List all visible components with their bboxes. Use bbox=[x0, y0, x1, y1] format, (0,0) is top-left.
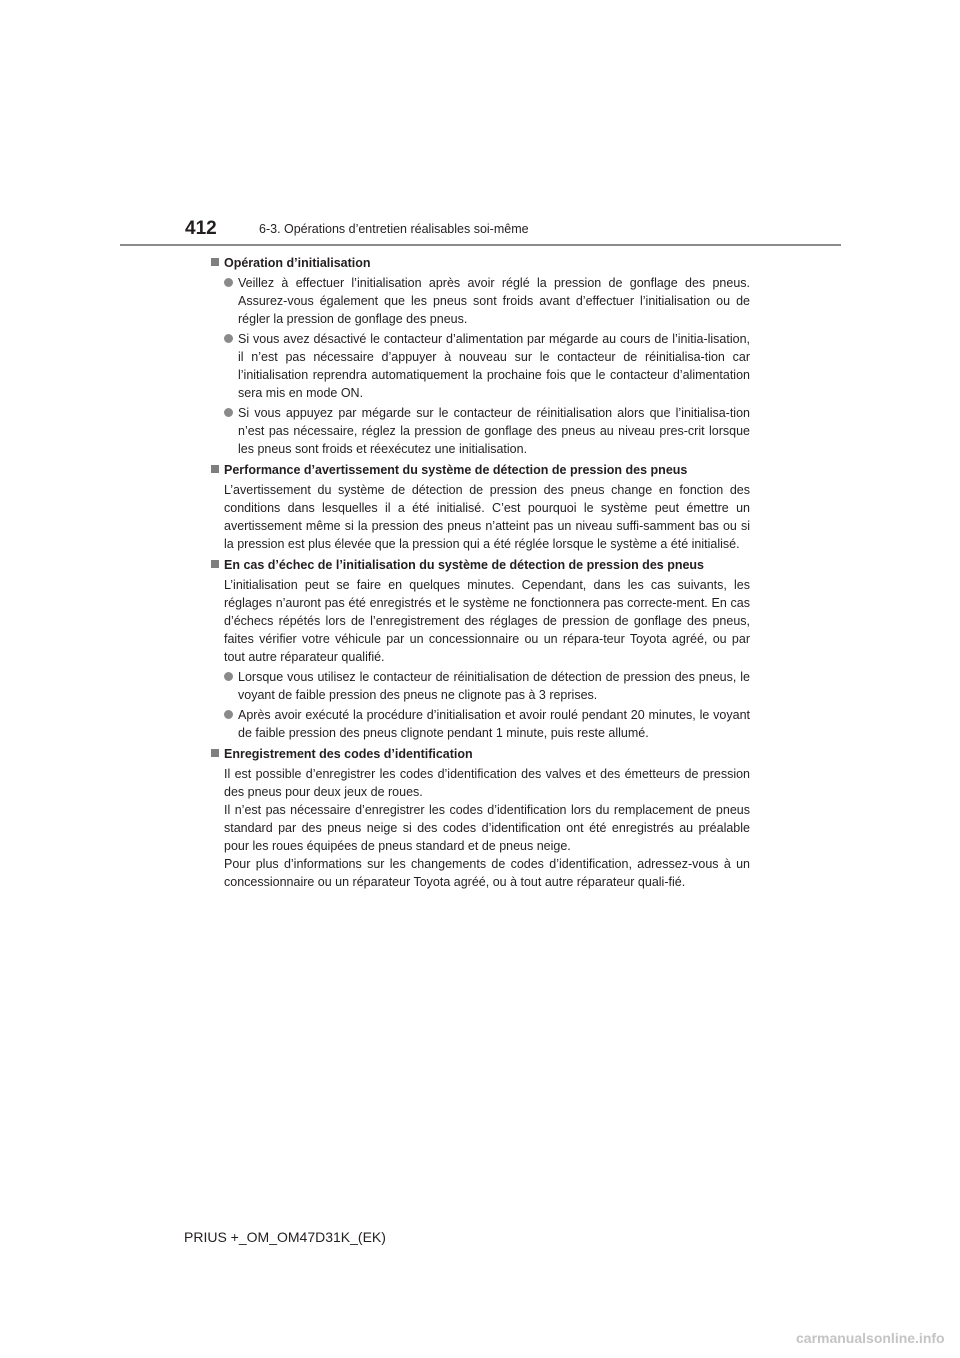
section-heading-text: En cas d’échec de l’initialisation du système de détection de pression des pneus bbox=[224, 558, 705, 572]
section-heading-text: Opération d’initialisation bbox=[224, 256, 371, 270]
section-paragraph: L’avertissement du système de détection de pression des pneus change en fonction des conditions dans lesquelles il a été initialisé. C’est pourquoi le système peut émettre un avertissement même si la pression des pneus n’atteint pas un niveau suffi-samment bas ou si la pression est plus élevée que la pression qui a été réglée lorsque le système a été initialisé. bbox=[224, 483, 750, 551]
circle-bullet-icon bbox=[224, 334, 233, 343]
section-heading bbox=[210, 745, 750, 763]
chapter-title: 6-3. Opérations d’entretien réalisables soi-même bbox=[259, 222, 529, 236]
section-paragraph bbox=[210, 765, 750, 891]
section-initialization-failure bbox=[210, 556, 750, 742]
list-item-text: Veillez à effectuer l’initialisation après avoir réglé la pression de gonflage des pneus. Assurez-vous également que les pneus sont froids avant d’effectuer l’initialisation ou de régler la pression de gonflage des pneus. bbox=[238, 276, 750, 326]
list-item bbox=[210, 404, 750, 458]
list-item-text: Si vous appuyez par mégarde sur le contacteur de réinitialisation alors que l’initialisa-tion n’est pas nécessaire, réglez la pression de gonflage des pneus au niveau pres-crit lorsque les pneus sont froids et réexécutez une initialisation. bbox=[238, 406, 750, 456]
section-warning-performance bbox=[210, 461, 750, 553]
section-heading-text: Performance d’avertissement du système de détection de pression des pneus bbox=[224, 463, 688, 477]
list-item-text: Après avoir exécuté la procédure d’initialisation et avoir roulé pendant 20 minutes, le voyant de faible pression des pneus clignote pendant 1 minute, puis reste allumé. bbox=[238, 708, 750, 740]
section-heading bbox=[210, 461, 750, 479]
list-item bbox=[210, 668, 750, 704]
list-item-text: Si vous avez désactivé le contacteur d’alimentation par mégarde au cours de l’initia-lisation, il n’est pas nécessaire d’appuyer à nouveau sur le contacteur de réinitialisa-tion car l’initialisation reprendra automatiquement la prochaine fois que le contacteur d’alimentation sera mis en mode ON. bbox=[238, 332, 750, 400]
list-item bbox=[210, 274, 750, 328]
square-bullet-icon bbox=[211, 560, 219, 568]
circle-bullet-icon bbox=[224, 408, 233, 417]
square-bullet-icon bbox=[211, 749, 219, 757]
paragraph-line: Il est possible d’enregistrer les codes d’identification des valves et des émetteurs de pression des pneus pour deux jeux de roues. bbox=[224, 767, 750, 799]
page-number: 412 bbox=[185, 218, 217, 239]
list-item bbox=[210, 330, 750, 402]
section-initialization bbox=[210, 254, 750, 458]
section-paragraph: L’initialisation peut se faire en quelques minutes. Cependant, dans les cas suivants, les réglages n’auront pas été enregistrés et le système ne fonctionnera pas correcte-ment. En cas d’échecs répétés lors de l’enregistrement des réglages de pression de gonflage des pneus, faites vérifier votre véhicule par un concessionnaire ou un répara-teur Toyota agréé, ou par tout autre réparateur qualifié. bbox=[224, 578, 750, 664]
list-item bbox=[210, 706, 750, 742]
document-code-footer: PRIUS +_OM_OM47D31K_(EK) bbox=[184, 1229, 386, 1245]
square-bullet-icon bbox=[211, 465, 219, 473]
square-bullet-icon bbox=[211, 258, 219, 266]
circle-bullet-icon bbox=[224, 278, 233, 287]
section-heading bbox=[210, 254, 750, 272]
section-id-codes bbox=[210, 745, 750, 891]
watermark: carmanualsonline.info bbox=[796, 1330, 945, 1346]
section-heading-text: Enregistrement des codes d’identification bbox=[224, 747, 473, 761]
header-rule bbox=[120, 244, 841, 246]
circle-bullet-icon bbox=[224, 710, 233, 719]
paragraph-line: Pour plus d’informations sur les changements de codes d’identification, adressez-vous à un concessionnaire ou un réparateur Toyota agréé, ou à tout autre réparateur quali-fié. bbox=[224, 857, 750, 889]
list-item-text: Lorsque vous utilisez le contacteur de réinitialisation de détection de pression des pneus, le voyant de faible pression des pneus ne clignote pas à 3 reprises. bbox=[238, 670, 750, 702]
section-heading bbox=[210, 556, 750, 574]
circle-bullet-icon bbox=[224, 672, 233, 681]
paragraph-line: Il n’est pas nécessaire d’enregistrer les codes d’identification lors du remplacement de pneus standard par des pneus neige si des codes d’identification ont été enregistrés au préalable pour les roues équipées de pneus standard et de pneus neige. bbox=[224, 803, 750, 853]
page-content bbox=[210, 254, 750, 894]
